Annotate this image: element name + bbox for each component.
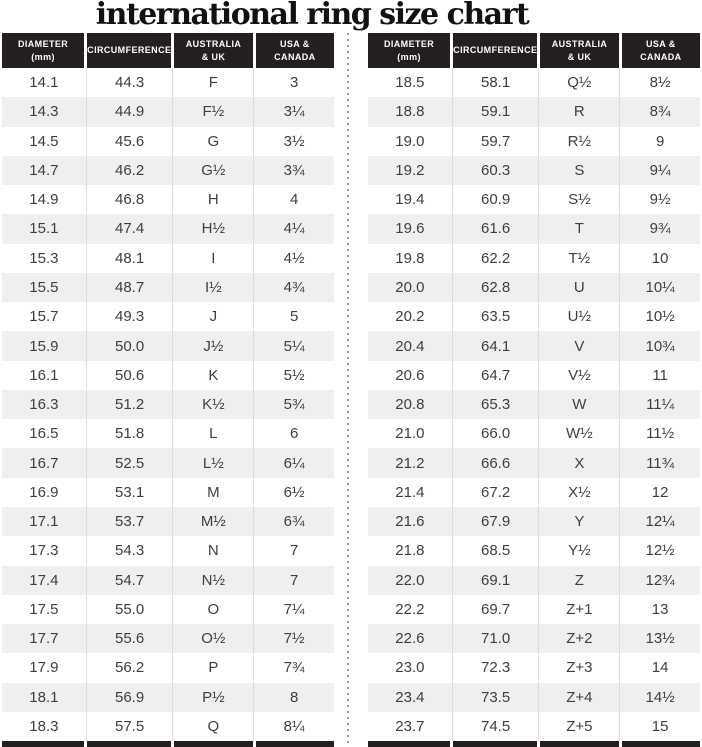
table-body	[2, 68, 334, 741]
cutoff-header-strip	[368, 741, 700, 747]
page-title: international ring size chart	[95, 0, 529, 32]
table-row	[368, 273, 700, 302]
table-cell: 53.7	[87, 507, 174, 536]
table-row	[2, 390, 334, 419]
table-cell: 56.9	[87, 683, 174, 712]
table-cell: 21.4	[368, 478, 453, 507]
table-row	[368, 566, 700, 595]
dotted-divider	[347, 33, 349, 747]
table-cell: 10	[651, 249, 669, 267]
table-cell: R½	[539, 127, 620, 156]
table-cell: 47.4	[87, 214, 174, 243]
cutoff-header-cell	[622, 741, 700, 747]
table-cell: 4½	[283, 249, 305, 267]
table-cell: 58.1	[453, 68, 540, 97]
table-cell: 14.1	[2, 68, 87, 97]
table-cell: 16.7	[2, 448, 87, 477]
table-cell: 19.6	[368, 214, 453, 243]
table-cell: S½	[539, 185, 620, 214]
table-cell: 50.0	[87, 331, 174, 360]
table-row	[368, 478, 700, 507]
cutoff-header-cell	[453, 741, 537, 747]
table-cell: 19.8	[368, 244, 453, 273]
table-cell: 9½	[649, 191, 671, 209]
table-cell: 6½	[283, 483, 305, 501]
table-cell: U	[539, 273, 620, 302]
table-row	[2, 507, 334, 536]
table-cell: 18.5	[368, 68, 453, 97]
table-row	[2, 653, 334, 682]
table-cell: 7¼	[283, 600, 305, 618]
table-cell: 57.5	[87, 712, 174, 741]
table-row	[368, 448, 700, 477]
table-cell: 14.3	[2, 97, 87, 126]
table-cell: 59.7	[453, 127, 540, 156]
table-row	[368, 68, 700, 97]
cutoff-header-strip	[2, 741, 334, 747]
table-cell: 21.0	[368, 419, 453, 448]
table-cell: 3	[289, 74, 299, 92]
table-cell: 66.0	[453, 419, 540, 448]
column-header: USA & CANADA	[622, 33, 700, 68]
table-cell: V½	[539, 361, 620, 390]
table-cell: 12½	[645, 542, 675, 560]
table-row	[2, 624, 334, 653]
table-cell: 12	[651, 483, 669, 501]
table-cell: H	[173, 185, 254, 214]
table-cell: 16.9	[2, 478, 87, 507]
table-cell: 10¼	[645, 278, 675, 296]
table-row	[2, 536, 334, 565]
table-cell: 17.1	[2, 507, 87, 536]
table-cell: 23.7	[368, 712, 453, 741]
table-row	[368, 712, 700, 741]
table-row	[2, 97, 334, 126]
table-header-row	[368, 33, 700, 68]
table-row	[2, 127, 334, 156]
table-cell: 69.1	[453, 566, 540, 595]
table-cell: 16.5	[2, 419, 87, 448]
table-cell: 11¼	[646, 396, 675, 414]
table-cell: 4	[289, 191, 299, 209]
table-cell: 64.1	[453, 331, 540, 360]
table-cell: 11¾	[646, 454, 675, 472]
table-cell: 18.1	[2, 683, 87, 712]
table-cell: 23.4	[368, 683, 453, 712]
table-cell: 64.7	[453, 361, 540, 390]
table-cell: 60.9	[453, 185, 540, 214]
table-cell: 11½	[646, 425, 675, 443]
table-row	[368, 127, 700, 156]
table-cell: Q	[173, 712, 254, 741]
table-cell: 20.6	[368, 361, 453, 390]
table-cell: 74.5	[453, 712, 540, 741]
table-cell: N½	[173, 566, 254, 595]
table-cell: M½	[173, 507, 254, 536]
table-cell: 62.2	[453, 244, 540, 273]
table-row	[368, 97, 700, 126]
table-cell: 19.0	[368, 127, 453, 156]
table-cell: Z+1	[539, 595, 620, 624]
table-cell: 51.8	[87, 419, 174, 448]
table-cell: 66.6	[453, 448, 540, 477]
table-cell: 14.9	[2, 185, 87, 214]
table-cell: W	[539, 390, 620, 419]
cutoff-header-cell	[87, 741, 171, 747]
table-cell: 11	[652, 366, 668, 384]
table-cell: W½	[539, 419, 620, 448]
table-cell: G½	[173, 156, 254, 185]
table-cell: 9¾	[649, 220, 671, 238]
table-cell: 5¼	[283, 337, 305, 355]
table-row	[2, 712, 334, 741]
table-cell: 5¾	[283, 396, 305, 414]
table-row	[2, 244, 334, 273]
table-cell: X	[539, 448, 620, 477]
table-cell: 48.1	[87, 244, 174, 273]
table-cell: 46.2	[87, 156, 174, 185]
table-cell: 9¼	[649, 161, 671, 179]
table-row	[2, 566, 334, 595]
table-cell: 59.1	[453, 97, 540, 126]
table-cell: 5	[289, 308, 299, 326]
table-row	[2, 419, 334, 448]
table-cell: 17.4	[2, 566, 87, 595]
cutoff-header-cell	[2, 741, 84, 747]
column-header: DIAMETER (mm)	[2, 33, 84, 68]
table-cell: 67.2	[453, 478, 540, 507]
table-row	[368, 244, 700, 273]
table-row	[2, 273, 334, 302]
table-cell: 3¼	[283, 103, 305, 121]
table-cell: F	[173, 68, 254, 97]
table-cell: 3¾	[283, 161, 305, 179]
table-body	[368, 68, 700, 741]
ring-size-table-left	[2, 33, 334, 747]
table-cell: 21.2	[368, 448, 453, 477]
column-header: CIRCUMFERENCE	[87, 33, 171, 68]
table-cell: Y½	[539, 536, 620, 565]
table-cell: Q½	[539, 68, 620, 97]
table-cell: 15	[651, 717, 669, 735]
table-cell: 17.9	[2, 653, 87, 682]
table-cell: 6¾	[283, 513, 305, 531]
table-cell: T	[539, 214, 620, 243]
table-cell: 14.7	[2, 156, 87, 185]
table-header-row	[2, 33, 334, 68]
table-cell: 61.6	[453, 214, 540, 243]
table-cell: 16.1	[2, 361, 87, 390]
table-cell: 22.0	[368, 566, 453, 595]
table-row	[368, 683, 700, 712]
table-cell: P½	[173, 683, 254, 712]
table-row	[2, 448, 334, 477]
table-row	[2, 478, 334, 507]
table-cell: Z+2	[539, 624, 620, 653]
table-cell: 22.2	[368, 595, 453, 624]
column-header: AUSTRALIA & UK	[174, 33, 252, 68]
table-cell: 55.0	[87, 595, 174, 624]
table-cell: 20.8	[368, 390, 453, 419]
cutoff-header-cell	[174, 741, 252, 747]
table-row	[368, 214, 700, 243]
table-cell: Z+3	[539, 653, 620, 682]
table-cell: K½	[173, 390, 254, 419]
table-cell: U½	[539, 302, 620, 331]
table-cell: 71.0	[453, 624, 540, 653]
table-cell: P	[173, 653, 254, 682]
table-cell: 72.3	[453, 653, 540, 682]
table-cell: G	[173, 127, 254, 156]
table-cell: N	[173, 536, 254, 565]
column-header: CIRCUMFERENCE	[453, 33, 537, 68]
table-cell: T½	[539, 244, 620, 273]
table-row	[368, 361, 700, 390]
table-cell: 15.3	[2, 244, 87, 273]
table-row	[2, 361, 334, 390]
table-cell: 10¾	[645, 337, 675, 355]
table-cell: 54.3	[87, 536, 174, 565]
table-cell: 62.8	[453, 273, 540, 302]
table-cell: 73.5	[453, 683, 540, 712]
table-row	[368, 390, 700, 419]
table-row	[2, 302, 334, 331]
table-cell: 21.8	[368, 536, 453, 565]
table-cell: 13½	[645, 630, 675, 648]
table-cell: V	[539, 331, 620, 360]
table-cell: O½	[173, 624, 254, 653]
table-row	[2, 683, 334, 712]
table-cell: 7½	[283, 630, 305, 648]
table-cell: 65.3	[453, 390, 540, 419]
table-cell: 20.0	[368, 273, 453, 302]
table-cell: 14.5	[2, 127, 87, 156]
table-cell: R	[539, 97, 620, 126]
table-cell: 67.9	[453, 507, 540, 536]
table-cell: Z+4	[539, 683, 620, 712]
table-cell: 53.1	[87, 478, 174, 507]
table-cell: 17.5	[2, 595, 87, 624]
table-cell: L	[173, 419, 254, 448]
table-cell: 49.3	[87, 302, 174, 331]
column-header: AUSTRALIA & UK	[540, 33, 618, 68]
table-cell: 15.7	[2, 302, 87, 331]
table-cell: J	[173, 302, 254, 331]
table-cell: 8¼	[283, 717, 305, 735]
table-cell: 7	[289, 542, 299, 560]
table-cell: 10½	[645, 308, 675, 326]
table-cell: 7¾	[283, 659, 305, 677]
table-cell: 4¼	[283, 220, 305, 238]
table-row	[368, 653, 700, 682]
table-cell: 54.7	[87, 566, 174, 595]
table-cell: Z+5	[539, 712, 620, 741]
table-row	[2, 595, 334, 624]
table-cell: X½	[539, 478, 620, 507]
table-row	[368, 156, 700, 185]
table-cell: 5½	[283, 366, 305, 384]
table-cell: 46.8	[87, 185, 174, 214]
table-cell: 23.0	[368, 653, 453, 682]
table-cell: 52.5	[87, 448, 174, 477]
table-row	[368, 624, 700, 653]
table-cell: L½	[173, 448, 254, 477]
table-cell: K	[173, 361, 254, 390]
table-cell: 6	[289, 425, 299, 443]
table-cell: 69.7	[453, 595, 540, 624]
cutoff-header-cell	[368, 741, 450, 747]
table-row	[2, 68, 334, 97]
table-cell: 44.3	[87, 68, 174, 97]
table-cell: 16.3	[2, 390, 87, 419]
table-cell: M	[173, 478, 254, 507]
table-cell: 15.1	[2, 214, 87, 243]
table-cell: 60.3	[453, 156, 540, 185]
table-cell: 12¼	[645, 513, 675, 531]
table-cell: 22.6	[368, 624, 453, 653]
table-row	[368, 419, 700, 448]
table-cell: 12¾	[645, 571, 675, 589]
table-cell: 44.9	[87, 97, 174, 126]
table-cell: 8¾	[649, 103, 671, 121]
table-row	[2, 331, 334, 360]
table-cell: F½	[173, 97, 254, 126]
table-cell: H½	[173, 214, 254, 243]
table-cell: 14	[651, 659, 669, 677]
table-row	[2, 156, 334, 185]
table-cell: 3½	[283, 132, 305, 150]
ring-size-table-right	[368, 33, 700, 747]
table-cell: 9	[655, 132, 665, 150]
table-row	[368, 302, 700, 331]
table-row	[2, 185, 334, 214]
table-cell: 13	[651, 600, 669, 618]
column-header: DIAMETER (mm)	[368, 33, 450, 68]
cutoff-header-cell	[256, 741, 334, 747]
table-row	[368, 507, 700, 536]
table-cell: Y	[539, 507, 620, 536]
table-cell: 50.6	[87, 361, 174, 390]
table-cell: Z	[539, 566, 620, 595]
table-cell: 20.4	[368, 331, 453, 360]
table-cell: 8	[289, 688, 299, 706]
table-cell: O	[173, 595, 254, 624]
table-row	[368, 185, 700, 214]
table-cell: 55.6	[87, 624, 174, 653]
table-cell: 18.3	[2, 712, 87, 741]
table-cell: 68.5	[453, 536, 540, 565]
table-cell: 21.6	[368, 507, 453, 536]
table-row	[368, 331, 700, 360]
table-cell: 19.2	[368, 156, 453, 185]
table-row	[368, 536, 700, 565]
table-cell: 18.8	[368, 97, 453, 126]
table-cell: 15.9	[2, 331, 87, 360]
table-cell: 45.6	[87, 127, 174, 156]
table-cell: I½	[173, 273, 254, 302]
table-row	[2, 214, 334, 243]
table-cell: 19.4	[368, 185, 453, 214]
table-cell: 48.7	[87, 273, 174, 302]
table-cell: 14½	[645, 688, 675, 706]
table-cell: 56.2	[87, 653, 174, 682]
table-cell: 20.2	[368, 302, 453, 331]
table-cell: 17.7	[2, 624, 87, 653]
table-cell: 17.3	[2, 536, 87, 565]
table-cell: 15.5	[2, 273, 87, 302]
table-cell: 51.2	[87, 390, 174, 419]
table-cell: J½	[173, 331, 254, 360]
column-header: USA & CANADA	[256, 33, 334, 68]
table-cell: 7	[289, 571, 299, 589]
table-row	[368, 595, 700, 624]
table-cell: I	[173, 244, 254, 273]
table-cell: 4¾	[283, 278, 305, 296]
table-cell: 63.5	[453, 302, 540, 331]
table-cell: S	[539, 156, 620, 185]
table-cell: 6¼	[283, 454, 305, 472]
table-cell: 8½	[649, 74, 671, 92]
cutoff-header-cell	[540, 741, 618, 747]
